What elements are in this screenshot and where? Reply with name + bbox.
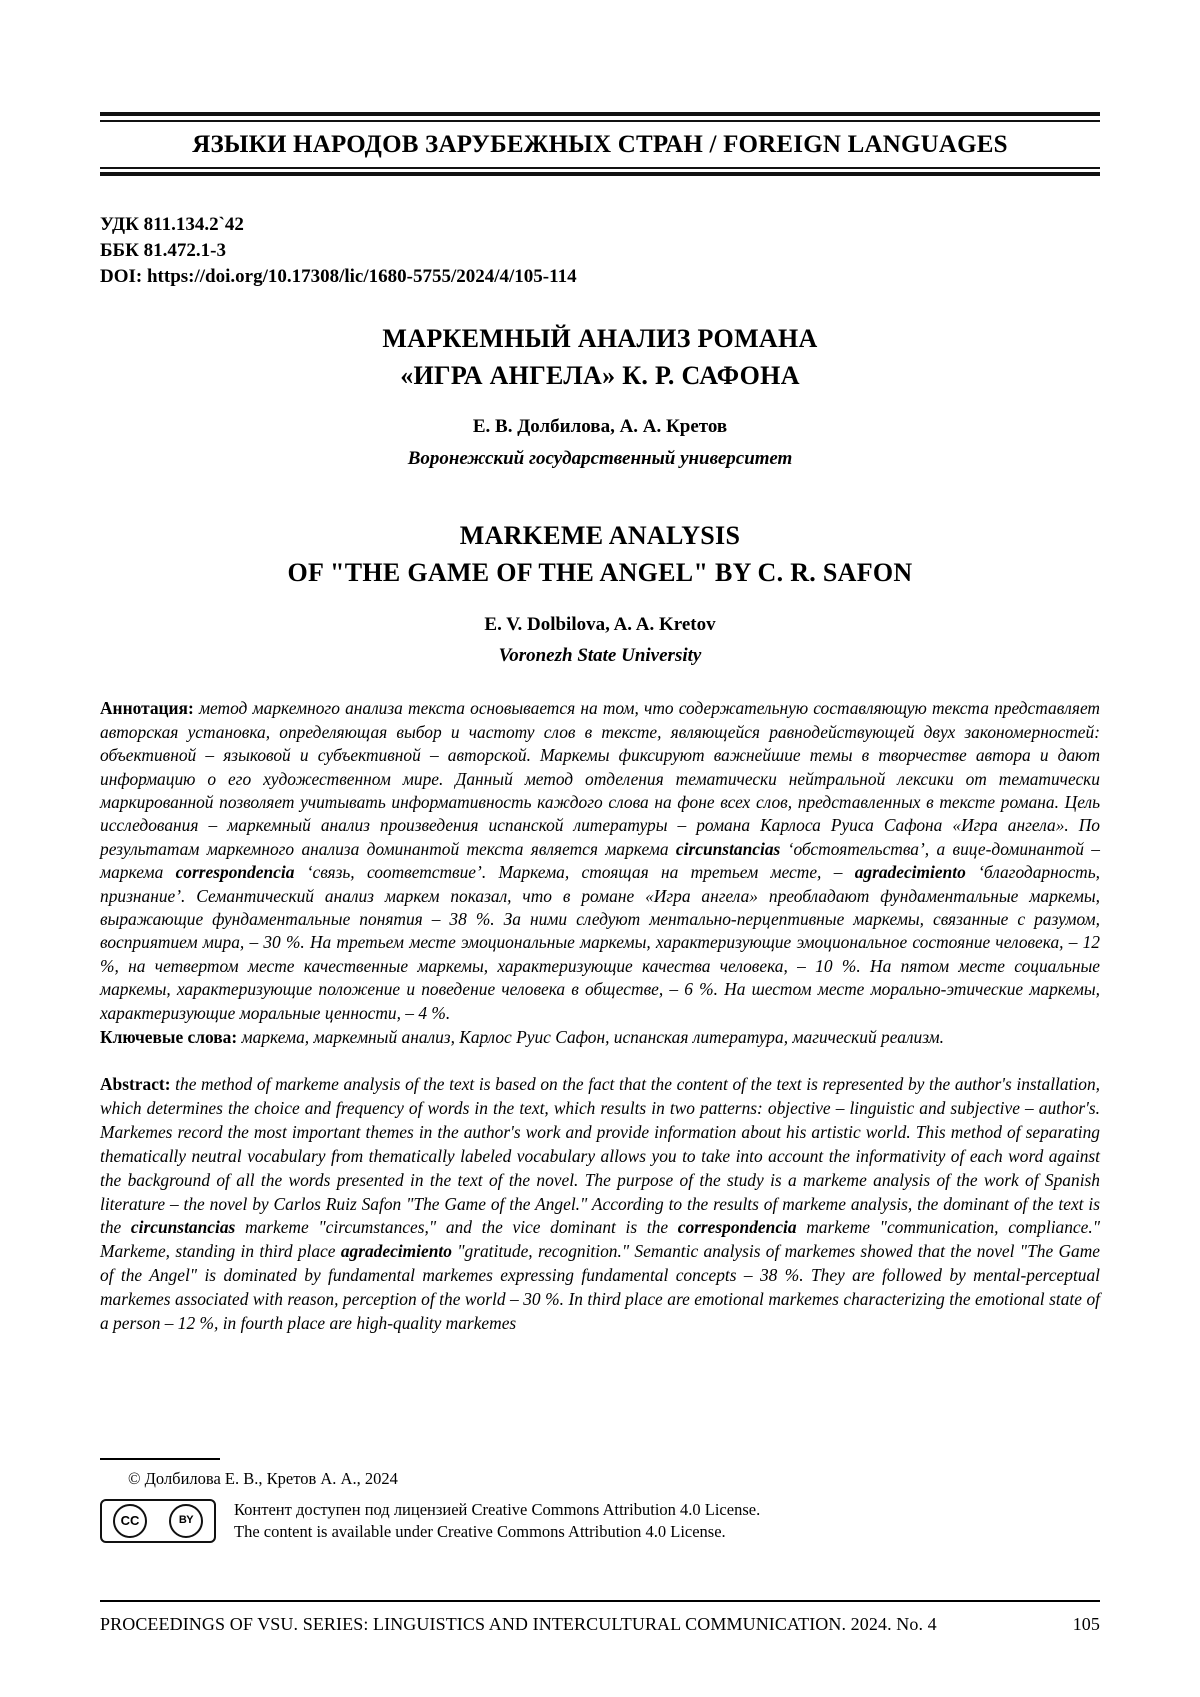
copyright-line: © Долбилова Е. В., Кретов А. А., 2024: [128, 1468, 398, 1488]
authors-english: E. V. Dolbilova, A. A. Kretov: [484, 614, 716, 636]
footnote-divider: [100, 1458, 220, 1460]
classification-codes: [100, 212, 1100, 291]
authors-russian: Е. В. Долбилова, А. А. Кретов: [472, 416, 728, 438]
creative-commons-icon: [100, 1499, 216, 1543]
abstract-russian: [100, 697, 1100, 1025]
abstract-english-part1: the method of markeme analysis of the text is based on the fact that the content of the text is represented by the author's installation, which determines the choice and frequency of words in the text, which results in two patterns: objective – linguistic and subjective – author's. Markemes record the most important themes in the author's work and provide information about his artistic world. This method of separating thematically neutral vocabulary from thematically labeled vocabulary allows you to take into account the informativity of each word against the background of all the words presented in the text of the novel. The purpose of the study is a markeme analysis of the work of Spanish literature – the novel by Carlos Ruiz Safon "The Game of the Angel." According to the results of markeme analysis, the dominant of the text is the: [100, 1074, 1100, 1238]
cc-by-circle: [169, 1504, 203, 1538]
running-footer: [100, 1614, 1100, 1635]
section-header-title: ЯЗЫКИ НАРОДОВ ЗАРУБЕЖНЫХ СТРАН / FOREIGN LANGUAGES: [192, 131, 1008, 158]
footer-divider: [100, 1600, 1100, 1602]
cc-mark-text: CC: [120, 1513, 140, 1528]
abstract-english: [100, 1073, 1100, 1335]
affiliation-english: Voronezh State University: [498, 645, 702, 667]
title-russian-line2: «ИГРА АНГЕЛА» К. Р. САФОНА: [400, 360, 800, 390]
keywords-russian-text: маркема, маркемный анализ, Карлос Руис Сафон, испанская литература, магический реализм.: [237, 1026, 945, 1047]
title-english: [100, 518, 1100, 592]
keywords-russian: [100, 1026, 1100, 1049]
abstract-russian-part3: ‘связь, соответствие’. Маркема, стоящая на третьем месте, –: [294, 862, 855, 883]
abstract-english-label: Abstract:: [100, 1074, 171, 1095]
abstract-english-part2: markeme "circumstances," and the vice dominant is the: [235, 1217, 678, 1238]
abstract-russian-part2: ‘обстоятельства’, а вице-доминантой – маркема: [100, 838, 1100, 883]
abstract-russian-part4: ‘благодарность, признание’. Семантический анализ маркем показал, что в романе «Игра ангела» преобладают фундаментальные маркемы, выражающие фундаментальные понятия – 38 %. За ними следуют ментально-перцептивные маркемы, связанные с разумом, восприятием мира, – 30 %. На третьем месте эмоциональные маркемы, характеризующие эмоциональное состояние человека, – 12 %, на четвертом месте качественные маркемы, характеризующие качества человека, – 10 %. На пятом месте социальные маркемы, характеризующие положение и поведение человека в обществе, – 6 %. На шестом месте морально-этические маркемы, характеризующие моральные ценности, – 4 %.: [100, 862, 1100, 1023]
keywords-russian-label: Ключевые слова:: [100, 1026, 238, 1047]
page-content: [100, 0, 1100, 1336]
udk-code: УДК 811.134.2`42: [100, 214, 244, 235]
title-russian-line1: МАРКЕМНЫЙ АНАЛИЗ РОМАНА: [382, 323, 818, 353]
license-row: [100, 1499, 1100, 1543]
abstract-russian-term1: circunstancias: [675, 838, 781, 859]
license-text: [234, 1499, 760, 1543]
abstract-english-term1: circunstancias: [130, 1217, 236, 1238]
header-rule-bottom: [100, 172, 1100, 176]
page-number: 105: [1072, 1614, 1100, 1634]
title-english-line1: MARKEME ANALYSIS: [459, 521, 741, 551]
abstract-russian-part1: метод маркемного анализа текста основывается на том, что содержательную составляющую текста представляет авторская установка, определяющая выбор и частоту слов в тексте, являющейся равнодействующей двух закономерностей: объективной – языковой и субъективной – авторской. Маркемы фиксируют важнейшие темы в творчестве автора и дают информацию о его художественном мире. Данный метод отделения тематически нейтральной лексики от тематически маркированной позволяет учитывать информативность каждого слова на фоне всех слов, представленных в тексте романа. Цель исследования – маркемный анализ произведения испанской литературы – романа Карлоса Руиса Сафона «Игра ангела». По результатам маркемного анализа доминантой текста является маркема: [100, 698, 1100, 859]
abstract-russian-term3: agradecimiento: [854, 862, 966, 883]
abstract-english-term2: correspondencia: [677, 1217, 797, 1238]
title-russian: [100, 321, 1100, 395]
license-text-english: The content is available under Creative Commons Attribution 4.0 License.: [234, 1521, 726, 1541]
abstract-english-term3: agradecimiento: [340, 1241, 452, 1262]
bbk-code: ББК 81.472.1-3: [100, 240, 226, 262]
title-english-line2: OF "THE GAME OF THE ANGEL" BY C. R. SAFON: [287, 558, 913, 588]
cc-logo-circle: [113, 1504, 147, 1538]
cc-by-text: BY: [178, 1514, 194, 1526]
section-header: [100, 112, 1100, 176]
affiliation-russian: Воронежский государственный университет: [407, 448, 793, 470]
page-footer: [100, 1458, 1100, 1543]
doi-link[interactable]: DOI: https://doi.org/10.17308/lic/1680-5755/2024/4/105-114: [100, 266, 577, 288]
abstract-russian-label: Аннотация:: [100, 698, 194, 719]
license-text-russian: Контент доступен под лицензией Creative Commons Attribution 4.0 License.: [234, 1499, 761, 1519]
abstract-english-part4: "gratitude, recognition." Semantic analysis of markemes showed that the novel "The Game of the Angel" is dominated by fundamental markemes expressing fundamental concepts – 38 %. They are followed by mental-perceptual markemes associated with reason, perception of the world – 30 %. In third place are emotional markemes characterizing the emotional state of a person – 12 %, in fourth place are high-quality markemes: [100, 1241, 1100, 1333]
abstract-russian-term2: correspondencia: [175, 862, 295, 883]
abstract-english-part3: markeme "communication, compliance." Markeme, standing in third place: [100, 1217, 1101, 1262]
running-title: PROCEEDINGS OF VSU. SERIES: LINGUISTICS AND INTERCULTURAL COMMUNICATION. 2024. No. 4: [100, 1614, 937, 1634]
